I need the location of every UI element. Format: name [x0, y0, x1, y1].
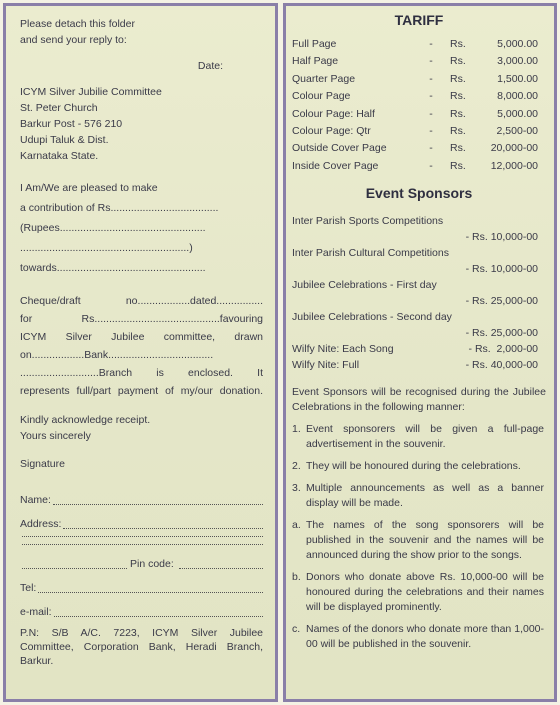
- tariff-value: 5,000.00: [497, 107, 538, 120]
- recognition-point: [292, 570, 546, 615]
- tariff-row: [292, 140, 546, 157]
- contribution-block: [20, 178, 263, 278]
- recognition-point: [292, 481, 546, 511]
- name-field[interactable]: [20, 488, 263, 512]
- tariff-row: [292, 106, 546, 123]
- point-text: The names of the song sponsorers will be published in the souvenir and the names will be announced during the show prior to the songs.: [306, 519, 544, 562]
- tariff-dash: -: [429, 90, 433, 103]
- address-field-extra[interactable]: [20, 536, 263, 544]
- tariff-label: Colour Page: Qtr: [292, 125, 371, 138]
- tariff-row: [292, 88, 546, 105]
- tariff-row: [292, 71, 546, 88]
- pin-code-field[interactable]: [20, 552, 263, 576]
- cheque-line: Cheque/draft no..................dated................: [20, 295, 263, 307]
- address-line: ICYM Silver Jubilie Committee: [20, 86, 162, 98]
- tel-field[interactable]: [20, 576, 263, 600]
- address-field[interactable]: [20, 512, 263, 536]
- tariff-dash: -: [429, 142, 433, 155]
- contribution-line: ..........................................................): [20, 242, 193, 254]
- closing-block: [20, 412, 263, 444]
- tariff-currency: Rs.: [450, 107, 466, 120]
- closing-line: Kindly acknowledge receipt.: [20, 414, 151, 426]
- wilfy-item: [292, 357, 546, 373]
- sponsor-item: [292, 277, 546, 309]
- sponsor-amount: - Rs. 10,000-00: [465, 263, 538, 276]
- tariff-value: 2,500-00: [496, 125, 538, 138]
- recognition-points: [292, 422, 546, 652]
- tariff-value: 12,000-00: [490, 159, 538, 172]
- tariff-currency: Rs.: [450, 125, 466, 138]
- pin-line-left[interactable]: [22, 552, 127, 569]
- wilfy-label: Wilfy Nite: Each Song: [292, 343, 394, 356]
- tariff-label: Full Page: [292, 38, 337, 50]
- name-label: Name:: [20, 494, 51, 506]
- point-number: a.: [292, 519, 301, 532]
- pn-line: Barkur.: [20, 655, 54, 667]
- tariff-currency: Rs.: [450, 72, 466, 85]
- tariff-value: 5,000.00: [497, 38, 538, 50]
- pn-line: P.N: S/B A/C. 7223, ICYM Silver Jubilee: [20, 627, 263, 639]
- tel-line[interactable]: [38, 576, 263, 593]
- tariff-currency: Rs.: [450, 142, 466, 155]
- tariff-currency: Rs.: [450, 38, 466, 50]
- tariff-label: Outside Cover Page: [292, 142, 387, 155]
- pin-code-label: Pin code:: [130, 558, 174, 570]
- cheque-block: [20, 292, 263, 400]
- tariff-dash: -: [429, 107, 433, 120]
- point-number: b.: [292, 571, 301, 584]
- pin-code-line[interactable]: [179, 552, 263, 569]
- tariff-dash: -: [429, 38, 433, 50]
- tariff-dash: -: [429, 72, 433, 85]
- cheque-line: ...........................Branch is enclosed. It: [20, 367, 263, 379]
- tariff-label: Half Page: [292, 55, 339, 68]
- address-line-1[interactable]: [63, 512, 263, 529]
- signature-label: Signature: [20, 458, 65, 470]
- tariff-currency: Rs.: [450, 55, 466, 68]
- point-text: Donors who donate above Rs. 10,000-00 will be honoured during the celebrations and their names will be displayed prominently.: [306, 571, 544, 614]
- email-label: e-mail:: [20, 606, 52, 618]
- wilfy-item: [292, 341, 546, 357]
- name-line[interactable]: [53, 488, 263, 505]
- cheque-line: represents full/part payment of my/our donation.: [20, 385, 263, 397]
- tariff-panel: [283, 3, 557, 702]
- tariff-row: [292, 53, 546, 70]
- date-label: Date:: [197, 60, 223, 72]
- sponsor-amount: - Rs. 10,000-00: [465, 231, 538, 244]
- cheque-line: on..................Bank....................................: [20, 349, 214, 361]
- email-line[interactable]: [54, 600, 263, 617]
- wilfy-amount: - Rs. 2,000-00: [468, 343, 538, 356]
- sponsor-label: Inter Parish Cultural Competitions: [292, 247, 449, 260]
- tariff-currency: Rs.: [450, 159, 466, 172]
- address-line: Barkur Post - 576 210: [20, 118, 123, 130]
- tariff-title: TARIFF: [394, 12, 444, 28]
- email-field[interactable]: [20, 600, 263, 624]
- recognition-point: [292, 459, 546, 474]
- point-text: Names of the donors who donate more than 1,000-00 will be published in the souvenir.: [306, 623, 544, 651]
- contribution-line: (Rupees..................................................: [20, 222, 206, 234]
- tariff-table: [292, 36, 546, 175]
- donor-details-form: [20, 488, 263, 624]
- tariff-currency: Rs.: [450, 90, 466, 103]
- tariff-dash: -: [429, 159, 433, 172]
- recognition-point: [292, 622, 546, 652]
- sponsor-item: [292, 213, 546, 245]
- address-line: Udupi Taluk & Dist.: [20, 134, 109, 146]
- point-number: c.: [292, 623, 301, 636]
- address-line: St. Peter Church: [20, 102, 98, 114]
- point-text: Multiple announcements as well as a banner display will be made.: [306, 482, 544, 510]
- tel-label: Tel:: [20, 582, 37, 594]
- address-label: Address:: [20, 518, 62, 530]
- intro-block: [20, 16, 263, 48]
- sponsor-amount: - Rs. 25,000-00: [465, 295, 538, 308]
- contribution-line: a contribution of Rs.....................................: [20, 202, 219, 214]
- tariff-label: Quarter Page: [292, 72, 356, 85]
- point-text: They will be honoured during the celebrations.: [306, 460, 521, 473]
- tariff-dash: -: [429, 125, 433, 138]
- point-number: 2.: [292, 460, 301, 473]
- point-text: Event sponsorers will be given a full-page advertisement in the souvenir.: [306, 423, 544, 451]
- tariff-row: [292, 36, 546, 53]
- tariff-value: 8,000.00: [497, 90, 538, 103]
- tariff-label: Inside Cover Page: [292, 159, 379, 172]
- address-line-2[interactable]: [22, 536, 263, 537]
- recognition-point: [292, 422, 546, 452]
- wilfy-label: Wilfy Nite: Full: [292, 359, 360, 372]
- tariff-row: [292, 158, 546, 175]
- contribution-line: I Am/We are pleased to make: [20, 182, 158, 194]
- event-sponsors-title: Event Sponsors: [365, 185, 473, 202]
- sponsor-label: Jubilee Celebrations - Second day: [292, 311, 452, 324]
- sponsor-item: [292, 245, 546, 277]
- pn-line: Committee, Corporation Bank, Heradi Branch,: [20, 641, 263, 653]
- address-line-3[interactable]: [22, 544, 263, 545]
- mailing-address: [20, 84, 263, 164]
- tariff-label: Colour Page: [292, 90, 351, 103]
- tariff-value: 1,500.00: [497, 72, 538, 85]
- closing-line: Yours sincerely: [20, 430, 91, 442]
- sponsor-label: Jubilee Celebrations - First day: [292, 279, 437, 292]
- recognition-intro: Event Sponsors will be recognised during the Jubilee Celebrations in the following manner:: [292, 386, 546, 414]
- contribution-line: towards...................................................: [20, 262, 206, 274]
- point-number: 3.: [292, 482, 301, 495]
- address-field-extra[interactable]: [20, 544, 263, 552]
- recognition-point: [292, 518, 546, 563]
- tariff-label: Colour Page: Half: [292, 107, 375, 120]
- intro-line: Please detach this folder: [20, 18, 135, 30]
- sponsor-item: [292, 309, 546, 341]
- reply-form-panel: [3, 3, 278, 702]
- tariff-value: 20,000-00: [490, 142, 538, 155]
- wilfy-amount: - Rs. 40,000-00: [465, 359, 538, 372]
- event-sponsors-list: [292, 213, 546, 373]
- sponsor-label: Inter Parish Sports Competitions: [292, 215, 444, 228]
- sponsor-amount: - Rs. 25,000-00: [465, 327, 538, 340]
- cheque-line: ICYM Silver Jubilee committee, drawn: [20, 331, 263, 343]
- tariff-row: [292, 123, 546, 140]
- tariff-value: 3,000.00: [497, 55, 538, 68]
- intro-line: and send your reply to:: [20, 34, 127, 46]
- tariff-dash: -: [429, 55, 433, 68]
- point-number: 1.: [292, 423, 301, 436]
- cheque-line: for Rs...........................................favouring: [20, 313, 263, 325]
- pn-account-note: [20, 626, 263, 668]
- address-line: Karnataka State.: [20, 150, 99, 162]
